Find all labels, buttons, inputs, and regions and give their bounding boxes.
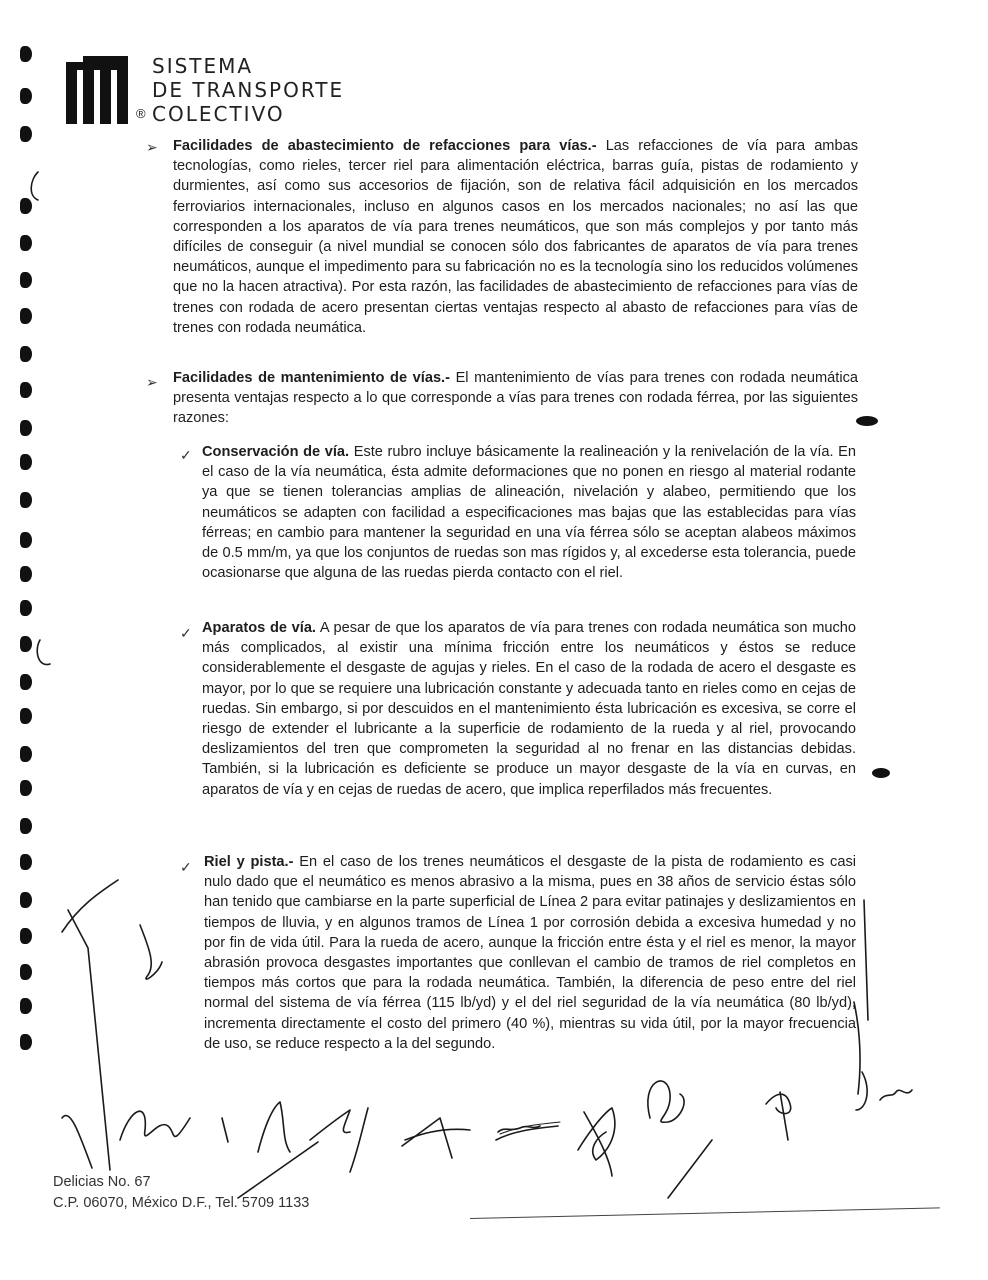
arrow-bullet-icon: ➢ <box>146 139 158 155</box>
section-body: El mantenimiento de vías para trenes con rodada neumática presenta ventajas respecto a lo que corresponde a vías para trenes con rodada férrea, por las siguientes razones: <box>173 370 858 427</box>
subsection-title: Aparatos de vía. <box>202 620 316 636</box>
subsection-title: Conservación de vía. <box>202 444 350 460</box>
logo-line-3: COLECTIVO <box>152 102 285 126</box>
registered-mark: ® <box>136 106 146 121</box>
stc-logo <box>66 52 386 132</box>
section-body: Las refacciones de vía para ambas tecnologías, como rieles, tercer riel para alimentación eléctrica, barras guía, pistas de rodamiento y durmientes, así como sus accesorios de fijación, son de relativa fácil adquisición en los mercados ferroviarios internacionales, incluso en algunos casos en los mercados nacionales; no así las que corresponden a los aparatos de vía para trenes neumáticos, que son más complejos y por tanto más difíciles de conseguir (a nivel mundial se conocen sólo dos fabricantes de aparatos de vía para trenes neumáticos, aunque el impedimento para su fabricación no es la tecnología sino los reducidos volúmenes que no la hacen atractiva). Por esta razón, las facilidades de abastecimiento de refacciones para vías de trenes con rodada de acero presentan ciertas ventajas respecto al abasto de refacciones para vías de trenes con rodada neumática. <box>173 138 858 336</box>
binder-holes <box>20 40 40 1100</box>
check-bullet-icon: ✓ <box>180 447 192 463</box>
check-bullet-icon: ✓ <box>180 625 192 641</box>
logo-text <box>152 54 344 126</box>
arrow-bullet-icon: ➢ <box>146 374 158 390</box>
subsection-riel-pista <box>204 852 856 1054</box>
section-mantenimiento <box>173 368 858 429</box>
subsection-title: Riel y pista.- <box>204 854 294 870</box>
logo-line-2: DE TRANSPORTE <box>152 78 345 102</box>
metro-logo-icon <box>66 52 136 124</box>
footer-line-2: C.P. 06070, México D.F., Tel. 5709 1133 <box>53 1195 310 1211</box>
section-title: Facilidades de abastecimiento de refacciones para vías.- <box>173 138 597 154</box>
footer-address <box>53 1172 309 1214</box>
logo-line-1: SISTEMA <box>152 54 254 78</box>
footer-rule <box>470 1207 940 1219</box>
footer-line-1: Delicias No. 67 <box>53 1174 151 1190</box>
ink-blot <box>872 768 890 778</box>
subsection-conservacion <box>202 442 856 583</box>
ink-blot <box>856 416 878 426</box>
section-refacciones <box>173 136 858 338</box>
subsection-body: Este rubro incluye básicamente la realineación y la renivelación de la vía. En el caso de la vía neumática, ésta admite deformaciones que no ponen en riesgo al material rodante ya que se tienen tolerancias amplias de alineación, nivelación y alabeo, permitiendo que los neumáticos se adapten con facilidad a especificaciones mas bajas que las establecidas para vías férreas; en cambio para mantener la seguridad en una vía férrea sólo se aceptan alabeos máximos de 0.5 mm/m, ya que los conjuntos de ruedas son mas rígidos y, al excederse esta tolerancia, puede ocasionarse que alguna de las ruedas pierda contacto con el riel. <box>202 444 856 582</box>
subsection-body: En el caso de los trenes neumáticos el desgaste de la pista de rodamiento es casi nulo dado que el neumático es menos abrasivo a la misma, pues en 38 años de servicio éstas sólo han tenido que cambiarse en la parte superficial de Línea 2 para evitar patinajes y deslizamientos en tiempos de lluvia, y en algunos tramos de Línea 1 por corrosión debida a excesiva humedad y no por fin de vida útil. Para la rueda de acero, aunque la fricción entre ésta y el riel es menor, la mayor abrasión provoca desgastes importantes que conllevan el cambio de tramos de riel completos en tiempos más cortos que para la rodada neumática. También, la diferencia de peso entre del riel normal del sistema de vía férrea (115 lb/yd) y el del riel seguridad de la vía neumática (80 lb/yd), incrementa directamente el costo del primero (40 %), mientras su vida útil, por la mayor frecuencia de uso, se reduce respecto a la del segundo. <box>204 854 857 1052</box>
section-title: Facilidades de mantenimiento de vías.- <box>173 370 450 386</box>
subsection-aparatos <box>202 618 856 800</box>
subsection-body: A pesar de que los aparatos de vía para trenes con rodada neumática son mucho más complicados, al existir una mínima fricción entre los neumáticos y éstos se reduce considerablemente el desgaste de agujas y rieles. En el caso de la rodada de acero el desgaste es mayor, por lo que se requiere una lubricación constante y adecuada tanto en rieles como en cejas de ruedas. Sin embargo, si por descuidos en el mantenimiento ésta lubricación es excesiva, se corre el riesgo de extender el lubricante a la superficie de rodamiento de la rueda y al riel, provocando deslizamientos del tren que comprometen la seguridad al no frenar en las distancias debidas. También, si la lubricación es deficiente se produce un mayor desgaste de la vía en curvas, en aparatos de vía y en cejas de ruedas de acero, que implica reperfilados más frecuentes. <box>202 620 857 798</box>
check-bullet-icon: ✓ <box>180 859 192 875</box>
